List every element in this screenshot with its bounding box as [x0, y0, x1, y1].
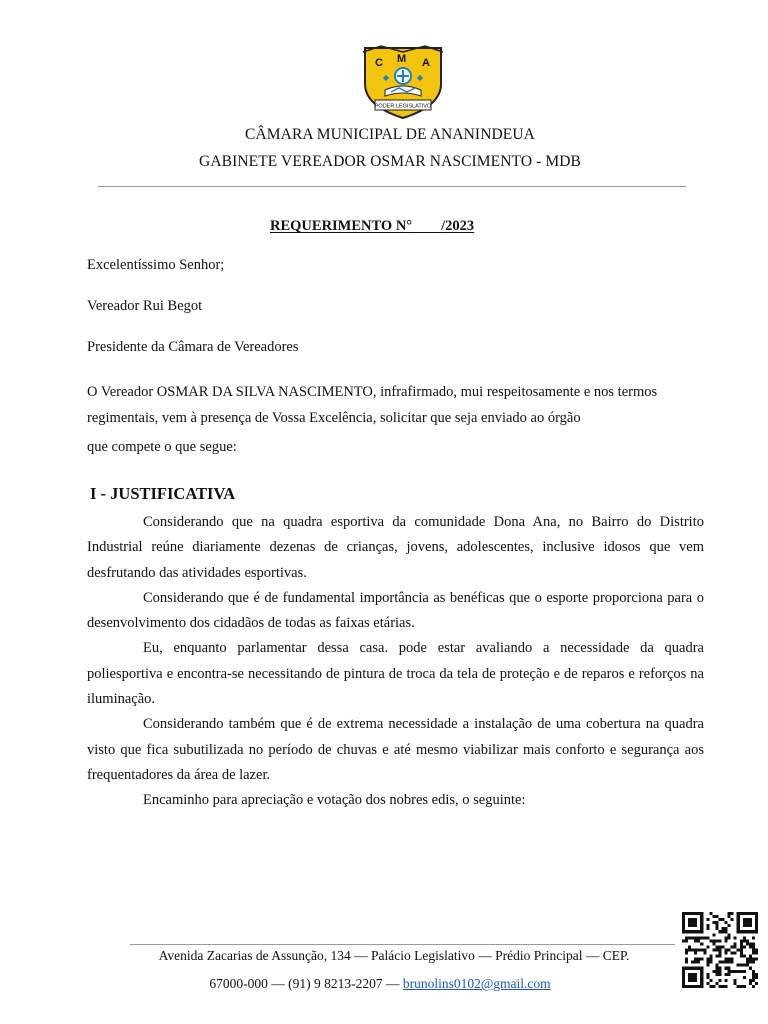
- requerimento-number-blank: [412, 218, 441, 234]
- justificativa-paragraph: Considerando que na quadra esportiva da comunidade Dona Ana, no Bairro do Distrito Industrial reúne diariamente dezenas de crianças, jovens, adolescentes, inclusive idosos que vem desfrutando das atividades esportivas.: [87, 514, 704, 581]
- header-divider: [98, 186, 686, 187]
- justificativa-body: [87, 510, 704, 814]
- requerimento-year: /2023: [441, 218, 475, 234]
- logo-letter-m: M: [397, 53, 407, 65]
- requerimento-title: [270, 218, 474, 235]
- footer-address: Avenida Zacarias de Assunção, 134 — Palácio Legislativo — Prédio Principal — CEP.: [158, 948, 630, 963]
- footer-email-link[interactable]: brunolins0102@gmail.com: [402, 976, 551, 991]
- chamber-name: CÂMARA MUNICIPAL DE ANANINDEUA: [245, 126, 535, 143]
- justificativa-paragraph: Eu, enquanto parlamentar dessa casa. pode estar avaliando a necessidade da quadra poliesportiva e encontra-se necessitando de pintura de troca da tela de proteção e de reparos e reforços na iluminação.: [87, 640, 704, 708]
- qr-code-icon[interactable]: [682, 912, 758, 988]
- justificativa-paragraph: Considerando que é de fundamental importância as benéficas que o esporte proporciona para o desenvolvimento dos cidadãos de todas as faixas etárias.: [87, 589, 704, 632]
- logo-letter-a: A: [422, 57, 430, 69]
- recipient-title: Presidente da Câmara de Vereadores: [87, 339, 299, 355]
- intro-line-3: que compete o que segue:: [87, 439, 237, 455]
- section-heading-justificativa: I - JUSTIFICATIVA: [90, 484, 236, 503]
- cma-logo: [359, 44, 447, 120]
- footer-phone: 67000-000 — (91) 9 8213-2207 —: [209, 976, 403, 991]
- requerimento-label: REQUERIMENTO N°: [270, 218, 413, 234]
- justificativa-paragraph: Encaminho para apreciação e votação dos nobres edis, o seguinte:: [143, 792, 526, 809]
- footer-divider: [130, 944, 675, 945]
- office-name: GABINETE VEREADOR OSMAR NASCIMENTO - MDB: [199, 153, 581, 170]
- footer-contact: [0, 976, 764, 992]
- logo-letter-c: C: [375, 57, 383, 69]
- logo-banner-text: PODER LEGISLATIVO: [374, 103, 432, 110]
- salutation-greeting: Excelentíssimo Senhor;: [87, 257, 225, 273]
- recipient-name: Vereador Rui Begot: [87, 298, 203, 314]
- intro-line-1: O Vereador OSMAR DA SILVA NASCIMENTO, infrafirmado, mui respeitosamente e nos termos: [87, 384, 658, 400]
- intro-line-2: regimentais, vem à presença de Vossa Excelência, solicitar que seja enviado ao órgão: [87, 410, 581, 426]
- justificativa-paragraph: Considerando também que é de extrema necessidade a instalação de uma cobertura na quadra visto que fica subutilizada no período de chuvas e até mesmo viabilizar mais conforto e segurança aos frequentadores da área de lazer.: [87, 716, 704, 783]
